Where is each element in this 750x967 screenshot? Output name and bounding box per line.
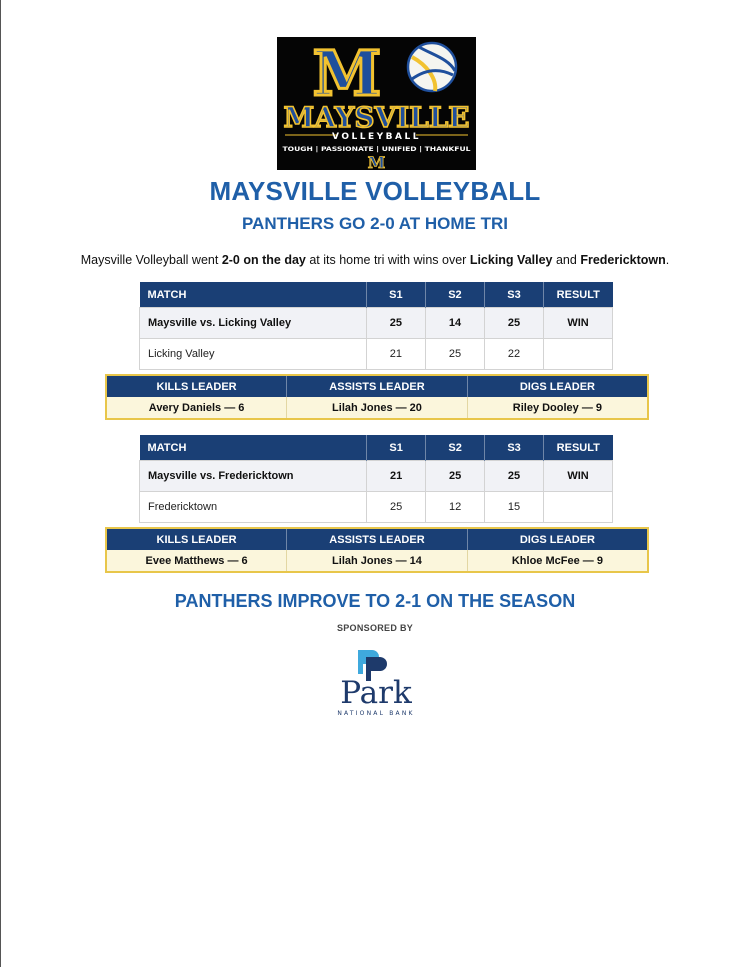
intro-paragraph bbox=[0, 253, 750, 267]
set-score: 21 bbox=[367, 461, 426, 492]
intro-text: and bbox=[552, 253, 581, 267]
sponsor-name: Park bbox=[340, 675, 412, 711]
logo-sport: VOLLEYBALL bbox=[332, 132, 421, 142]
assists-leader-value: Lilah Jones — 14 bbox=[287, 550, 468, 572]
leaders-row bbox=[106, 550, 648, 572]
maysville-volleyball-logo bbox=[277, 37, 476, 170]
page-edge bbox=[0, 0, 1, 967]
page-subtitle: PANTHERS GO 2-0 AT HOME TRI bbox=[241, 214, 509, 233]
kills-leader-value: Evee Matthews — 6 bbox=[106, 550, 287, 572]
sponsored-by-label: SPONSORED BY bbox=[336, 623, 414, 633]
assists-leader-value: Lilah Jones — 20 bbox=[287, 397, 468, 419]
set-score: 12 bbox=[426, 492, 485, 523]
match-2-score-table bbox=[139, 435, 613, 523]
col-result: RESULT bbox=[544, 435, 613, 461]
logo-small-letter: M bbox=[367, 153, 386, 170]
col-match: MATCH bbox=[140, 435, 367, 461]
set-score: 25 bbox=[485, 461, 544, 492]
match-1-score-table bbox=[139, 282, 613, 370]
page-title: MAYSVILLE VOLLEYBALL bbox=[209, 176, 541, 206]
set-score: 25 bbox=[484, 308, 543, 339]
intro-opponent: Fredericktown bbox=[580, 253, 666, 267]
set-score: 22 bbox=[484, 339, 543, 370]
col-s2: S2 bbox=[426, 435, 485, 461]
score-header-row bbox=[140, 282, 613, 308]
col-s1: S1 bbox=[366, 282, 425, 308]
col-result: RESULT bbox=[544, 282, 613, 308]
leaders-header-row bbox=[106, 375, 648, 397]
intro-opponent: Licking Valley bbox=[469, 253, 553, 267]
table-row bbox=[140, 339, 613, 370]
score-header-row bbox=[140, 435, 613, 461]
digs-leader-value: Khloe McFee — 9 bbox=[467, 550, 648, 572]
intro-text: at its home tri with wins over bbox=[305, 253, 470, 267]
team-cell: Maysville vs. Fredericktown bbox=[140, 461, 367, 492]
col-s1: S1 bbox=[367, 435, 426, 461]
set-score: 25 bbox=[367, 492, 426, 523]
leaders-row bbox=[106, 397, 648, 419]
digs-leader-header: DIGS LEADER bbox=[467, 528, 648, 550]
table-row bbox=[140, 461, 613, 492]
set-score: 25 bbox=[366, 308, 425, 339]
logo-tagline: TOUGH | PASSIONATE | UNIFIED | THANKFUL bbox=[282, 146, 439, 153]
team-cell: Fredericktown bbox=[140, 492, 367, 523]
result-cell: WIN bbox=[544, 308, 613, 339]
team-cell: Licking Valley bbox=[140, 339, 367, 370]
kills-leader-header: KILLS LEADER bbox=[106, 375, 287, 397]
logo-letter: M bbox=[312, 37, 382, 110]
set-score: 25 bbox=[426, 461, 485, 492]
volleyball-icon bbox=[408, 43, 456, 91]
result-cell: WIN bbox=[544, 461, 613, 492]
kills-leader-header: KILLS LEADER bbox=[106, 528, 287, 550]
assists-leader-header: ASSISTS LEADER bbox=[287, 528, 468, 550]
intro-text: . bbox=[665, 253, 670, 267]
col-s3: S3 bbox=[484, 282, 543, 308]
logo-name: MAYSVILLE bbox=[283, 101, 470, 134]
intro-text: Maysville Volleyball went bbox=[80, 253, 222, 267]
result-cell bbox=[544, 492, 613, 523]
set-score: 15 bbox=[485, 492, 544, 523]
sponsor-subtitle: NATIONAL BANK bbox=[337, 710, 415, 717]
table-row bbox=[140, 492, 613, 523]
col-s3: S3 bbox=[485, 435, 544, 461]
col-match: MATCH bbox=[140, 282, 367, 308]
match-1-leaders-table bbox=[105, 374, 649, 420]
result-cell bbox=[544, 339, 613, 370]
assists-leader-header: ASSISTS LEADER bbox=[287, 375, 468, 397]
table-row bbox=[140, 308, 613, 339]
set-score: 14 bbox=[425, 308, 484, 339]
set-score: 25 bbox=[425, 339, 484, 370]
leaders-header-row bbox=[106, 528, 648, 550]
match-2-leaders-table bbox=[105, 527, 649, 573]
digs-leader-value: Riley Dooley — 9 bbox=[467, 397, 648, 419]
park-national-bank-logo bbox=[314, 648, 438, 720]
kills-leader-value: Avery Daniels — 6 bbox=[106, 397, 287, 419]
col-s2: S2 bbox=[425, 282, 484, 308]
digs-leader-header: DIGS LEADER bbox=[467, 375, 648, 397]
intro-record: 2-0 on the day bbox=[221, 253, 306, 267]
team-cell: Maysville vs. Licking Valley bbox=[140, 308, 367, 339]
set-score: 21 bbox=[366, 339, 425, 370]
season-record-heading: PANTHERS IMPROVE TO 2-1 ON THE SEASON bbox=[174, 591, 576, 611]
